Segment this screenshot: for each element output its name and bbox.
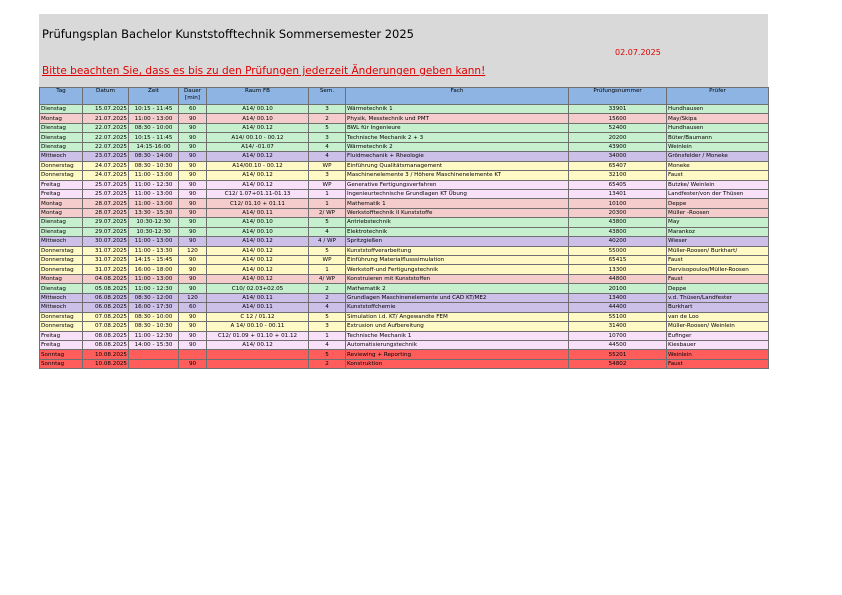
- cell-raum: A14/ 00.11: [207, 208, 309, 217]
- cell-tag: Mittwoch: [40, 152, 83, 161]
- cell-sem: 5: [309, 350, 346, 359]
- table-row: [40, 274, 769, 283]
- cell-zeit: 11:00 - 12:30: [129, 331, 179, 340]
- cell-tag: Dienstag: [40, 105, 83, 114]
- cell-sem: 2: [309, 359, 346, 368]
- cell-pruefer: Deppe: [667, 199, 769, 208]
- cell-datum: 15.07.2025: [83, 105, 129, 114]
- cell-fach: Kunststoffchemie: [346, 303, 569, 312]
- cell-raum: C 12 / 01.12: [207, 312, 309, 321]
- cell-pruefungsnummer: 15600: [569, 114, 667, 123]
- cell-dauer: 120: [179, 293, 207, 302]
- cell-pruefungsnummer: 13300: [569, 265, 667, 274]
- cell-sem: 4: [309, 303, 346, 312]
- cell-raum: A14/ 00.12: [207, 152, 309, 161]
- cell-sem: WP: [309, 161, 346, 170]
- cell-sem: 5: [309, 312, 346, 321]
- cell-pruefer: Eufinger: [667, 331, 769, 340]
- cell-fach: Fluidmechanik + Rheologie: [346, 152, 569, 161]
- cell-zeit: 08:30 - 10:00: [129, 123, 179, 132]
- cell-raum: A14/ 00.12: [207, 180, 309, 189]
- cell-raum: A14/ 00.12: [207, 340, 309, 349]
- cell-dauer: 90: [179, 265, 207, 274]
- cell-tag: Sonntag: [40, 350, 83, 359]
- cell-pruefer: Butzke/ Weinlein: [667, 180, 769, 189]
- cell-dauer: [179, 350, 207, 359]
- cell-zeit: 10:30-12:30: [129, 227, 179, 236]
- cell-fach: Technische Mechanik 1: [346, 331, 569, 340]
- column-header-datum: Datum: [83, 88, 129, 105]
- cell-dauer: 90: [179, 152, 207, 161]
- exam-schedule-sheet: [39, 14, 768, 396]
- cell-pruefer: Moneke: [667, 161, 769, 170]
- page-title: Prüfungsplan Bachelor Kunststofftechnik Sommersemester 2025: [42, 27, 415, 41]
- table-row: [40, 152, 769, 161]
- cell-zeit: 08:30 - 14:00: [129, 152, 179, 161]
- cell-datum: 06.08.2025: [83, 303, 129, 312]
- cell-sem: WP: [309, 180, 346, 189]
- cell-pruefer: Landfester/von der Thüsen: [667, 189, 769, 198]
- cell-pruefungsnummer: 33901: [569, 105, 667, 114]
- cell-raum: C12/ 1.07+01.11-01.13: [207, 189, 309, 198]
- header-band: [39, 14, 768, 87]
- cell-dauer: 90: [179, 274, 207, 283]
- table-row: [40, 161, 769, 170]
- column-header-raum: Raum FB: [207, 88, 309, 105]
- cell-tag: Montag: [40, 208, 83, 217]
- cell-fach: Grundlagen Maschinenelemente und CAD KT/ME2: [346, 293, 569, 302]
- cell-zeit: 11:00 - 13:00: [129, 274, 179, 283]
- cell-sem: 5: [309, 246, 346, 255]
- cell-pruefer: Wieser: [667, 237, 769, 246]
- cell-zeit: 08:30 - 10:30: [129, 322, 179, 331]
- cell-pruefer: May: [667, 218, 769, 227]
- cell-tag: Freitag: [40, 180, 83, 189]
- cell-zeit: 16:00 - 17:30: [129, 303, 179, 312]
- cell-fach: Ingenieurtechnische Grundlagen KT Übung: [346, 189, 569, 198]
- cell-dauer: 90: [179, 237, 207, 246]
- cell-raum: A14/ 00.10: [207, 114, 309, 123]
- cell-datum: 31.07.2025: [83, 265, 129, 274]
- cell-zeit: 10:15 - 11:45: [129, 133, 179, 142]
- column-header-pruefer: Prüfer: [667, 88, 769, 105]
- cell-fach: Wärmetechnik 1: [346, 105, 569, 114]
- cell-zeit: 10:15 - 11:45: [129, 105, 179, 114]
- cell-pruefungsnummer: 40200: [569, 237, 667, 246]
- cell-zeit: 11:00 - 13:30: [129, 246, 179, 255]
- cell-dauer: 60: [179, 105, 207, 114]
- cell-pruefer: Deppe: [667, 284, 769, 293]
- column-header-tag: Tag: [40, 88, 83, 105]
- cell-sem: 2: [309, 114, 346, 123]
- table-row: [40, 142, 769, 151]
- cell-datum: 10.08.2025: [83, 359, 129, 368]
- cell-zeit: 11:00 - 12:30: [129, 180, 179, 189]
- table-row: [40, 322, 769, 331]
- cell-tag: Sonntag: [40, 359, 83, 368]
- cell-sem: 5: [309, 123, 346, 132]
- cell-datum: 29.07.2025: [83, 227, 129, 236]
- table-row: [40, 218, 769, 227]
- cell-fach: Extrusion und Aufbereitung: [346, 322, 569, 331]
- cell-datum: 08.08.2025: [83, 331, 129, 340]
- cell-sem: 2: [309, 293, 346, 302]
- cell-tag: Dienstag: [40, 218, 83, 227]
- cell-sem: 2: [309, 284, 346, 293]
- cell-tag: Mittwoch: [40, 303, 83, 312]
- cell-datum: 30.07.2025: [83, 237, 129, 246]
- cell-tag: Donnerstag: [40, 161, 83, 170]
- table-row: [40, 114, 769, 123]
- cell-tag: Dienstag: [40, 133, 83, 142]
- cell-tag: Freitag: [40, 331, 83, 340]
- cell-pruefer: Grönsfelder / Moneke: [667, 152, 769, 161]
- cell-zeit: 14:15 - 15:45: [129, 256, 179, 265]
- cell-pruefer: Müller-Roosen/ Weinlein: [667, 322, 769, 331]
- table-row: [40, 350, 769, 359]
- cell-fach: Konstruktion: [346, 359, 569, 368]
- cell-fach: Mathematik 1: [346, 199, 569, 208]
- table-row: [40, 284, 769, 293]
- cell-raum: A14/00.10 - 00.12: [207, 161, 309, 170]
- table-row: [40, 123, 769, 132]
- cell-datum: 08.08.2025: [83, 340, 129, 349]
- cell-pruefer: Faust: [667, 274, 769, 283]
- cell-dauer: 90: [179, 284, 207, 293]
- cell-pruefer: Müller -Roosen: [667, 208, 769, 217]
- cell-fach: Maschinenelemente 3 / Höhere Maschinenelemente KT: [346, 171, 569, 180]
- cell-pruefungsnummer: 54802: [569, 359, 667, 368]
- cell-pruefer: Kiesbauer: [667, 340, 769, 349]
- table-row: [40, 246, 769, 255]
- cell-datum: 07.08.2025: [83, 322, 129, 331]
- cell-tag: Dienstag: [40, 284, 83, 293]
- cell-pruefer: v.d. Thüsen/Landfester: [667, 293, 769, 302]
- cell-tag: Montag: [40, 274, 83, 283]
- cell-datum: 29.07.2025: [83, 218, 129, 227]
- cell-datum: 31.07.2025: [83, 246, 129, 255]
- cell-fach: Simulation i.d. KT/ Angewandte FEM: [346, 312, 569, 321]
- cell-pruefungsnummer: 55201: [569, 350, 667, 359]
- cell-sem: 1: [309, 331, 346, 340]
- table-row: [40, 171, 769, 180]
- cell-zeit: [129, 359, 179, 368]
- cell-sem: WP: [309, 256, 346, 265]
- table-row: [40, 199, 769, 208]
- table-row: [40, 303, 769, 312]
- cell-pruefungsnummer: 65415: [569, 256, 667, 265]
- cell-tag: Freitag: [40, 340, 83, 349]
- cell-pruefungsnummer: 20200: [569, 133, 667, 142]
- cell-pruefungsnummer: 31400: [569, 322, 667, 331]
- cell-tag: Montag: [40, 199, 83, 208]
- cell-zeit: 11:00 - 13:00: [129, 171, 179, 180]
- cell-pruefungsnummer: 20100: [569, 284, 667, 293]
- cell-dauer: 90: [179, 123, 207, 132]
- cell-dauer: 90: [179, 180, 207, 189]
- cell-zeit: 14:15-16:00: [129, 142, 179, 151]
- cell-pruefungsnummer: 43800: [569, 218, 667, 227]
- cell-dauer: 90: [179, 133, 207, 142]
- cell-dauer: 120: [179, 246, 207, 255]
- cell-pruefungsnummer: 55100: [569, 312, 667, 321]
- cell-sem: 4: [309, 340, 346, 349]
- cell-zeit: 11:00 - 13:00: [129, 189, 179, 198]
- cell-raum: A14/ 00.12: [207, 171, 309, 180]
- cell-tag: Mittwoch: [40, 237, 83, 246]
- cell-dauer: 90: [179, 171, 207, 180]
- cell-pruefer: Burkhart: [667, 303, 769, 312]
- cell-tag: Donnerstag: [40, 265, 83, 274]
- cell-pruefer: Hundhausen: [667, 123, 769, 132]
- cell-pruefungsnummer: 10700: [569, 331, 667, 340]
- cell-pruefer: Hundhausen: [667, 105, 769, 114]
- cell-tag: Donnerstag: [40, 322, 83, 331]
- table-row: [40, 293, 769, 302]
- cell-zeit: 16:00 - 18:00: [129, 265, 179, 274]
- cell-datum: 07.08.2025: [83, 312, 129, 321]
- cell-pruefungsnummer: 65405: [569, 180, 667, 189]
- cell-raum: C12/ 01.09 + 01.10 + 01.12: [207, 331, 309, 340]
- table-row: [40, 227, 769, 236]
- cell-tag: Donnerstag: [40, 312, 83, 321]
- column-header-dauer: Dauer [min]: [179, 88, 207, 105]
- table-row: [40, 312, 769, 321]
- cell-raum: C10/ 02.03+02.05: [207, 284, 309, 293]
- cell-datum: 22.07.2025: [83, 123, 129, 132]
- cell-fach: Mathematik 2: [346, 284, 569, 293]
- cell-raum: A14/ 00.12: [207, 246, 309, 255]
- cell-tag: Mittwoch: [40, 293, 83, 302]
- date-stamp: 02.07.2025: [615, 48, 661, 57]
- cell-pruefungsnummer: 20300: [569, 208, 667, 217]
- cell-datum: 28.07.2025: [83, 208, 129, 217]
- cell-dauer: 60: [179, 303, 207, 312]
- cell-sem: 5: [309, 218, 346, 227]
- cell-datum: 06.08.2025: [83, 293, 129, 302]
- cell-dauer: 90: [179, 322, 207, 331]
- cell-raum: A14/ 00.12: [207, 123, 309, 132]
- cell-pruefungsnummer: 52400: [569, 123, 667, 132]
- change-notice: Bitte beachten Sie, dass es bis zu den Prüfungen jederzeit Änderungen geben kann!: [42, 65, 486, 77]
- cell-datum: 31.07.2025: [83, 256, 129, 265]
- cell-zeit: 08:30 - 10:30: [129, 161, 179, 170]
- cell-fach: Werkstofftechnik II Kunststoffe: [346, 208, 569, 217]
- cell-fach: Konstruieren mit Kunststoffen: [346, 274, 569, 283]
- cell-sem: 2/ WP: [309, 208, 346, 217]
- cell-pruefungsnummer: 55000: [569, 246, 667, 255]
- table-row: [40, 265, 769, 274]
- cell-sem: 1: [309, 265, 346, 274]
- cell-pruefer: May/Skipa: [667, 114, 769, 123]
- cell-datum: 24.07.2025: [83, 161, 129, 170]
- cell-datum: 23.07.2025: [83, 152, 129, 161]
- cell-zeit: 11:00 - 13:00: [129, 237, 179, 246]
- cell-pruefungsnummer: 10100: [569, 199, 667, 208]
- cell-raum: A14/ 00.12: [207, 256, 309, 265]
- table-row: [40, 359, 769, 368]
- table-row: [40, 133, 769, 142]
- cell-fach: Physik, Messtechnik und PMT: [346, 114, 569, 123]
- cell-zeit: 14:00 - 15:30: [129, 340, 179, 349]
- cell-fach: Antriebstechnik: [346, 218, 569, 227]
- cell-fach: Technische Mechanik 2 + 3: [346, 133, 569, 142]
- table-header-row: [40, 88, 769, 105]
- cell-fach: Werkstoff-und Fertigungstechnik: [346, 265, 569, 274]
- cell-pruefer: Dervisopoulos/Müller-Roosen: [667, 265, 769, 274]
- cell-tag: Donnerstag: [40, 256, 83, 265]
- cell-datum: 05.08.2025: [83, 284, 129, 293]
- cell-raum: A14/ 00.12: [207, 265, 309, 274]
- column-header-fach: Fach: [346, 88, 569, 105]
- cell-tag: Donnerstag: [40, 246, 83, 255]
- cell-raum: A14/ 00.11: [207, 293, 309, 302]
- cell-raum: A14/ 00.12: [207, 274, 309, 283]
- cell-sem: 1: [309, 199, 346, 208]
- cell-fach: BWL für Ingenieure: [346, 123, 569, 132]
- table-row: [40, 208, 769, 217]
- cell-pruefungsnummer: 13400: [569, 293, 667, 302]
- cell-raum: A14/ 00.10: [207, 227, 309, 236]
- cell-datum: 04.08.2025: [83, 274, 129, 283]
- exam-table: [39, 87, 769, 369]
- cell-pruefungsnummer: 43900: [569, 142, 667, 151]
- cell-pruefer: van de Loo: [667, 312, 769, 321]
- cell-pruefungsnummer: 44500: [569, 340, 667, 349]
- cell-pruefer: Faust: [667, 171, 769, 180]
- cell-fach: Generative Fertigungsverfahren: [346, 180, 569, 189]
- cell-raum: [207, 359, 309, 368]
- cell-datum: 25.07.2025: [83, 189, 129, 198]
- table-row: [40, 237, 769, 246]
- cell-dauer: 90: [179, 189, 207, 198]
- cell-sem: 4: [309, 227, 346, 236]
- cell-fach: Automatisierungstechnik: [346, 340, 569, 349]
- column-header-pruefungsnummer: Prüfungsnummer: [569, 88, 667, 105]
- cell-zeit: 10:30-12:30: [129, 218, 179, 227]
- table-row: [40, 256, 769, 265]
- cell-raum: A14/ 00.10 - 00.12: [207, 133, 309, 142]
- cell-raum: A14/ 00.11: [207, 303, 309, 312]
- cell-datum: 10.08.2025: [83, 350, 129, 359]
- cell-sem: 3: [309, 133, 346, 142]
- cell-datum: 21.07.2025: [83, 114, 129, 123]
- cell-zeit: [129, 350, 179, 359]
- cell-dauer: 90: [179, 161, 207, 170]
- cell-pruefer: Weinlein: [667, 350, 769, 359]
- cell-sem: 3: [309, 171, 346, 180]
- cell-raum: A14/ 00.12: [207, 237, 309, 246]
- cell-sem: 4: [309, 142, 346, 151]
- cell-dauer: 90: [179, 208, 207, 217]
- cell-tag: Donnerstag: [40, 171, 83, 180]
- cell-dauer: 90: [179, 227, 207, 236]
- cell-raum: C12/ 01.10 + 01.11: [207, 199, 309, 208]
- cell-pruefer: Weinlein: [667, 142, 769, 151]
- cell-pruefungsnummer: 13401: [569, 189, 667, 198]
- cell-fach: Einführung Materialflusssimulation: [346, 256, 569, 265]
- cell-datum: 25.07.2025: [83, 180, 129, 189]
- cell-tag: Montag: [40, 114, 83, 123]
- cell-pruefer: Faust: [667, 256, 769, 265]
- table-body: [40, 105, 769, 369]
- cell-pruefungsnummer: 44400: [569, 303, 667, 312]
- cell-pruefungsnummer: 32100: [569, 171, 667, 180]
- cell-datum: 28.07.2025: [83, 199, 129, 208]
- table-row: [40, 340, 769, 349]
- cell-raum: A14/ 00.10: [207, 105, 309, 114]
- cell-zeit: 11:00 - 12:30: [129, 284, 179, 293]
- cell-sem: 4 / WP: [309, 237, 346, 246]
- cell-zeit: 13:30 - 15:30: [129, 208, 179, 217]
- cell-sem: 3: [309, 105, 346, 114]
- cell-dauer: 90: [179, 142, 207, 151]
- table-row: [40, 180, 769, 189]
- cell-raum: A 14/ 00.10 - 00.11: [207, 322, 309, 331]
- table-row: [40, 331, 769, 340]
- cell-tag: Dienstag: [40, 123, 83, 132]
- cell-datum: 24.07.2025: [83, 171, 129, 180]
- cell-datum: 22.07.2025: [83, 133, 129, 142]
- column-header-zeit: Zeit: [129, 88, 179, 105]
- cell-dauer: 90: [179, 359, 207, 368]
- cell-raum: [207, 350, 309, 359]
- cell-fach: Einführung Qualitätsmanagement: [346, 161, 569, 170]
- cell-pruefungsnummer: 65407: [569, 161, 667, 170]
- column-header-sem: Sem.: [309, 88, 346, 105]
- cell-dauer: 90: [179, 114, 207, 123]
- cell-zeit: 11:00 - 13:00: [129, 114, 179, 123]
- cell-sem: 3: [309, 322, 346, 331]
- cell-zeit: 08:30 - 12:00: [129, 293, 179, 302]
- cell-fach: Reviewing + Reporting: [346, 350, 569, 359]
- cell-dauer: 90: [179, 199, 207, 208]
- cell-dauer: 90: [179, 218, 207, 227]
- cell-tag: Freitag: [40, 189, 83, 198]
- cell-fach: Kunststoffverarbeitung: [346, 246, 569, 255]
- cell-pruefer: Müller-Roosen/ Burkhart/: [667, 246, 769, 255]
- cell-zeit: 08:30 - 10:00: [129, 312, 179, 321]
- cell-dauer: 90: [179, 340, 207, 349]
- cell-raum: A14/ 00.10: [207, 218, 309, 227]
- cell-tag: Dienstag: [40, 227, 83, 236]
- cell-pruefungsnummer: 43800: [569, 227, 667, 236]
- cell-pruefer: Faust: [667, 359, 769, 368]
- cell-sem: 4: [309, 152, 346, 161]
- cell-pruefungsnummer: 34000: [569, 152, 667, 161]
- cell-raum: A14/ -01.07: [207, 142, 309, 151]
- cell-dauer: 90: [179, 256, 207, 265]
- cell-pruefer: Büter/Baumann: [667, 133, 769, 142]
- cell-pruefer: Marankoz: [667, 227, 769, 236]
- cell-tag: Dienstag: [40, 142, 83, 151]
- cell-fach: Elektrotechnik: [346, 227, 569, 236]
- cell-sem: 4/ WP: [309, 274, 346, 283]
- cell-datum: 22.07.2025: [83, 142, 129, 151]
- cell-sem: 1: [309, 189, 346, 198]
- table-row: [40, 105, 769, 114]
- cell-zeit: 11:00 - 13:00: [129, 199, 179, 208]
- cell-dauer: 90: [179, 331, 207, 340]
- cell-pruefungsnummer: 44800: [569, 274, 667, 283]
- cell-fach: Spritzgießen: [346, 237, 569, 246]
- cell-fach: Wärmetechnik 2: [346, 142, 569, 151]
- cell-dauer: 90: [179, 312, 207, 321]
- table-row: [40, 189, 769, 198]
